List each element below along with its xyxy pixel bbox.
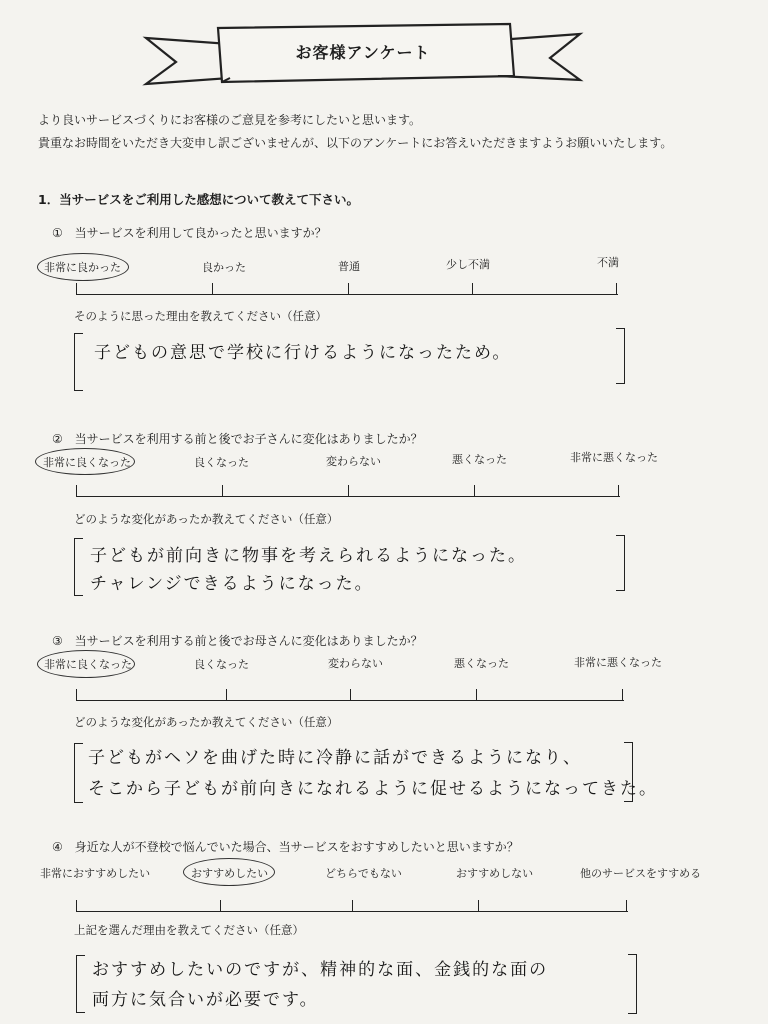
option-label[interactable]: おすすめしない [456,867,534,880]
reason-label: そのように思った理由を教えてください（任意） [74,309,327,323]
section-title: 1．当サービスをご利用した感想について教えて下さい。 [38,192,359,207]
option-label[interactable]: 悪くなった [452,453,507,466]
handwritten-answer[interactable]: チャレンジできるようになった。 [90,574,374,594]
option-label[interactable]: 少し不満 [446,258,490,271]
option-label[interactable]: おすすめしたい [191,867,269,880]
option-label[interactable]: 非常に悪くなった [570,451,658,464]
question-text: 当サービスを利用する前と後でお子さんに変化はありましたか？ [74,432,423,446]
option-label[interactable]: 非常に良かった [44,261,121,274]
rating-scale [76,485,620,497]
rating-scale [76,283,618,295]
handwritten-answer[interactable]: 両方に気合いが必要です。 [92,990,319,1010]
handwritten-answer[interactable]: 子どもの意思で学校に行けるようになったため。 [94,343,512,363]
reason-label: 上記を選んだ理由を教えてください（任意） [74,923,304,937]
answer-bracket-right [628,954,637,1014]
option-label[interactable]: 良くなった [194,456,249,469]
handwritten-answer[interactable]: 子どもがヘソを曲げた時に冷静に話ができるようになり、 [88,748,582,768]
rating-scale [76,900,628,912]
reason-label: どのような変化があったか教えてください（任意） [74,715,339,729]
option-label[interactable]: 非常におすすめしたい [40,867,151,880]
option-label[interactable]: 普通 [338,260,360,273]
option-label[interactable]: どちらでもない [325,867,402,880]
option-label[interactable]: 非常に良くなった [43,456,131,469]
question-text: 当サービスを利用して良かったと思いますか？ [74,226,327,240]
question-3-title [52,632,423,649]
question-text: 当サービスを利用する前と後でお母さんに変化はありましたか？ [74,634,423,648]
option-label[interactable]: 変わらない [328,657,383,670]
answer-bracket-left [76,955,85,1013]
intro-line-1: より良いサービスづくりにお客様のご意見を参考にしたいと思います。 [38,113,422,127]
question-number: ① [52,226,63,240]
question-number: ② [52,432,63,446]
option-label[interactable]: 悪くなった [454,657,509,670]
question-1-title [52,224,327,241]
question-text: 身近な人が不登校で悩んでいた場合、当サービスをおすすめしたいと思いますか？ [74,840,519,854]
handwritten-answer[interactable]: おすすめしたいのですが、精神的な面、金銭的な面の [92,960,549,980]
intro-line-2: 貴重なお時間をいただき大変申し訳ございませんが、以下のアンケートにお答えいただきますようお願いいたします。 [38,136,673,150]
option-label[interactable]: 他のサービスをすすめる [580,867,702,880]
page-title: お客様アンケート [295,43,431,62]
handwritten-answer[interactable]: そこから子どもが前向きになれるように促せるようになってきた。 [88,779,658,799]
answer-bracket-left [74,743,83,803]
reason-label: どのような変化があったか教えてください（任意） [74,512,339,526]
option-label[interactable]: 不満 [597,256,619,269]
option-label[interactable]: 非常に悪くなった [574,656,662,669]
option-label[interactable]: 良くなった [194,658,249,671]
answer-bracket-left [74,333,83,391]
option-label[interactable]: 非常に良くなった [44,658,132,671]
answer-bracket-right [616,328,625,384]
option-label[interactable]: 良かった [202,261,246,274]
rating-scale [76,689,624,701]
answer-bracket-right [616,535,625,591]
answer-bracket-left [74,538,83,596]
option-label[interactable]: 変わらない [326,455,381,468]
question-4-title [52,838,519,855]
question-2-title [52,430,423,447]
question-number: ④ [52,840,63,854]
question-number: ③ [52,634,63,648]
handwritten-answer[interactable]: 子どもが前向きに物事を考えられるようになった。 [90,546,527,566]
